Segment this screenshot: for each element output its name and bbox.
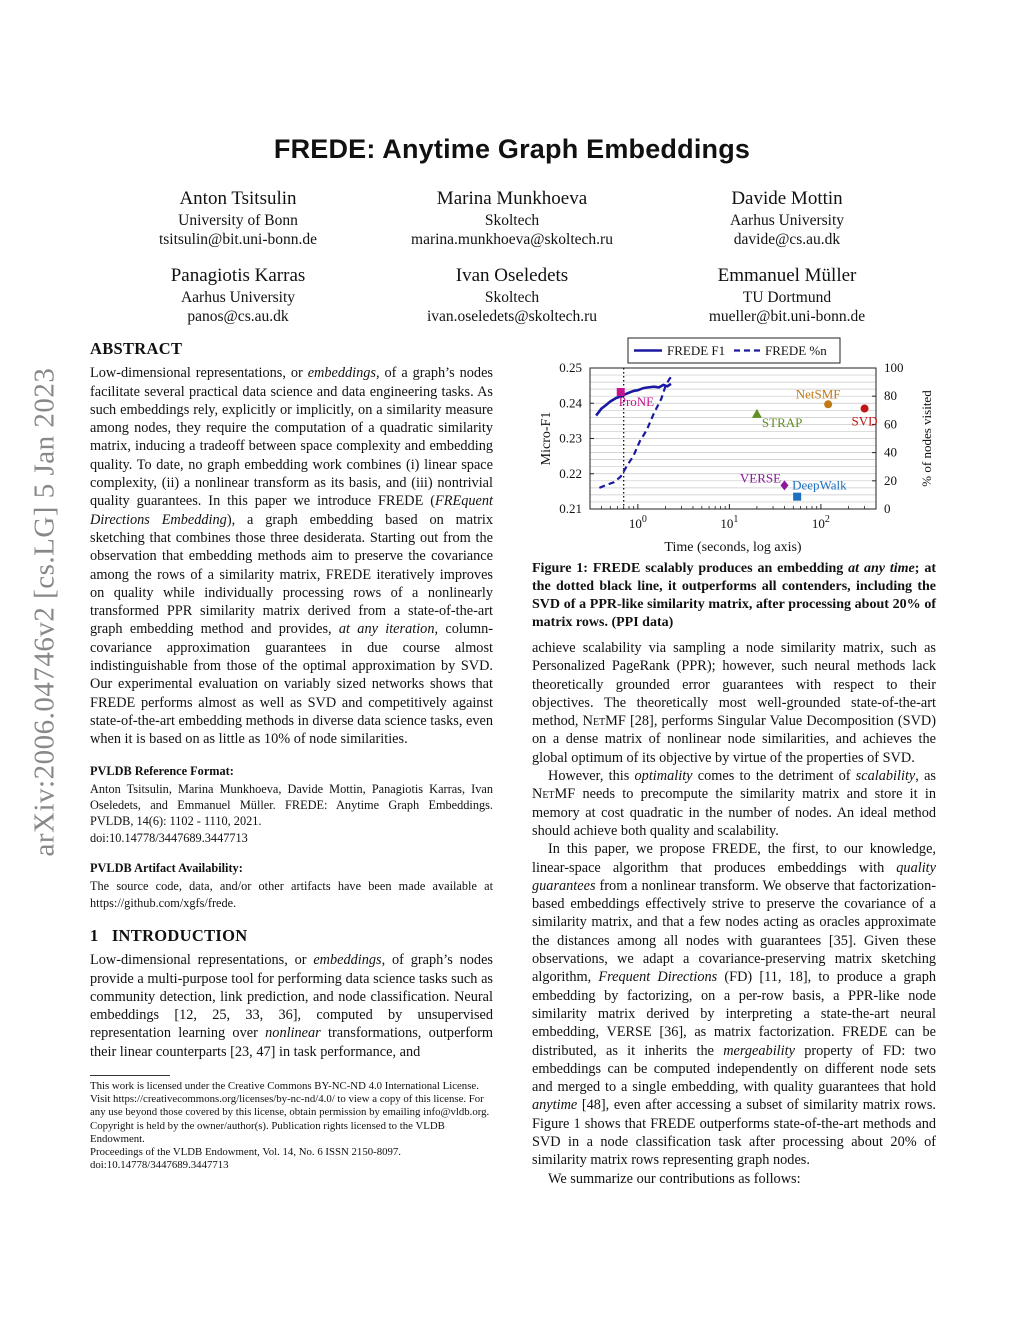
author-email: panos@cs.au.dk	[187, 308, 289, 325]
author-affiliation: Aarhus University	[729, 212, 845, 229]
footnote-proceedings: Proceedings of the VLDB Endowment, Vol. 14, No. 6 ISSN 2150-8097.	[90, 1146, 402, 1159]
reference-format	[90, 763, 493, 846]
y2-tick-label: 40	[884, 444, 897, 460]
arxiv-identifier: arXiv:2006.04746v2 [cs.LG] 5 Jan 2023	[28, 367, 61, 857]
y2-axis-label: % of nodes visited	[919, 390, 934, 487]
y-tick-label: 0.25	[559, 360, 582, 375]
y2-tick-label: 20	[884, 472, 897, 488]
intro-paragraph: Low-dimensional representations, or embeddings, of graph’s nodes provide a multi-purpose tool for performing data science tasks such as community detection, link prediction, and node classification. Neural embeddings [12, 25, 33, 36], computed by unsupervised representation learning over nonlinear transformations, outperform their linear counterparts [23, 47] in task performance, and	[90, 952, 493, 1060]
author-email: davide@cs.au.dk	[733, 231, 841, 248]
author-name: Panagiotis Karras	[170, 265, 306, 286]
author-name: Marina Munkhoeva	[436, 188, 588, 209]
author-affiliation: Aarhus University	[180, 289, 296, 306]
paragraph-4: We summarize our contributions as follows:	[548, 1170, 801, 1187]
paragraph-3: In this paper, we propose FREDE, the first, to our knowledge, linear-space algorithm that produces embeddings with quality guarantees from a nonlinear transform. We observe that factorization-based embeddings effectively strive to preserve the covariance of a similarity matrix, and that a few nodes acting as oracles approximate the distances among all nodes with guarantees [35]. Given these observations, we adapt a covariance-preserving matrix sketching algorithm, Frequent Directions (FD) [11, 18], to produce a graph embedding by factorizing, on a per-row basis, a PPR-like node similarity matrix derived by interpreting a state-the-art neural embedding, VERSE [36], as matrix factorization. FREDE can be distributed, as it inherits the mergeability property of FD: two embeddings can be computed independently on different node sets and merged to a single embedding, with quality guarantees that hold anytime [48], even after accessing a subset of similarity matrix rows. Figure 1 shows that FREDE outperforms state-of-the-art methods and SVD in a node classification task after processing about 20% of similarity matrix rows representing graph nodes.	[532, 841, 936, 1169]
paragraph-2: However, this optimality comes to the detriment of scalability, as NetMF needs to precompute the similarity matrix and store it in memory at cost quadratic in the number of nodes. An ideal method should achieve both quality and scalability.	[532, 768, 936, 839]
author-affiliation: Skoltech	[484, 212, 540, 229]
reference-format-text: Anton Tsitsulin, Marina Munkhoeva, Davide Mottin, Panagiotis Karras, Ivan Oseledets, and Emmanuel Müller. FREDE: Anytime Graph Embeddings. PVLDB, 14(6): 1102 - 1110, 2021.	[90, 781, 493, 829]
y2-tick-label: 100	[884, 360, 904, 375]
reference-doi: doi:10.14778/3447689.3447713	[90, 830, 248, 845]
author-name: Emmanuel Müller	[717, 265, 857, 286]
y2-tick-label: 0	[884, 501, 891, 516]
author-2	[362, 187, 662, 249]
right-column	[532, 639, 936, 1188]
verse-label: VERSE	[739, 470, 782, 486]
author-email: marina.munkhoeva@skoltech.ru	[411, 231, 613, 248]
svd-label: SVD	[851, 413, 878, 429]
author-4	[88, 264, 388, 326]
paper-title: FREDE: Anytime Graph Embeddings	[273, 134, 751, 164]
y-tick-label: 0.24	[559, 395, 582, 411]
prone-label: ProNE	[618, 393, 655, 409]
legend-f1-label: FREDE F1	[667, 343, 726, 358]
author-name: Anton Tsitsulin	[179, 188, 297, 209]
author-1	[88, 187, 388, 249]
author-name: Davide Mottin	[731, 188, 843, 209]
y-tick-label: 0.21	[559, 501, 582, 516]
author-name: Ivan Oseledets	[455, 265, 569, 286]
strap-label: STRAP	[761, 414, 803, 430]
netsmf-marker	[824, 400, 832, 408]
netsmf-label: NetSMF	[795, 386, 841, 402]
artifact-availability	[90, 860, 493, 911]
paragraph-1: achieve scalability via sampling a node similarity matrix, such as Personalized PageRank (PPR); however, such neural methods lack theoretically grounded error guarantees with respect to their objectives. The theoretically most well-grounded state-of-the-art method, NetMF [28], performs Singular Value Decomposition (SVD) on a dense matrix of nonlinear node similarities, and achieves the global optimum of its objective by virtue of the properties of SVD.	[532, 640, 936, 766]
author-affiliation: TU Dortmund	[742, 289, 832, 306]
y2-tick-label: 60	[884, 416, 897, 432]
artifact-text: The source code, data, and/or other artifacts have been made available at https://github.com/xgfs/frede.	[90, 879, 493, 910]
x-tick-label: $10^1$	[720, 514, 739, 531]
author-email: ivan.oseledets@skoltech.ru	[426, 308, 598, 325]
author-6	[637, 264, 937, 326]
footnote-rule	[90, 1075, 170, 1076]
abstract-text: Low-dimensional representations, or embeddings, of a graph’s nodes facilitate several practical data science and data engineering tasks. As such embeddings rely, explicitly or implicitly, on a similarity measure among nodes, they require the computation of a quadratic similarity matrix, inducing a tradeoff between space complexity and embedding quality. To date, no graph embedding work combines (i) linear space complexity, (ii) a nonlinear transform as its basis, and (iii) nontrivial quality guarantees. In this paper we introduce FREDE (FREquent Directions Embedding), a graph embedding based on matrix sketching that combines those three desiderata. Starting out from the observation that embedding methods aim to preserve the covariance among the rows of a similarity matrix, FREDE iteratively improves on quality while individually processing rows of a nonlinearly transformed PPR similarity matrix derived from a state-of-the-art graph embedding method and provides, at any iteration, column-covariance approximation guarantees in due course almost indistinguishable from those of the optimal approximation by SVD. Our experimental evaluation on variably sized networks shows that FREDE performs almost as well as SVD and competitively against state-of-the-art embedding methods in diverse data science tasks, even when it is based on as little as 10% of node similarities.	[90, 365, 493, 748]
y-tick-label: 0.22	[559, 465, 582, 481]
x-tick-label: $10^0$	[628, 514, 647, 531]
verse-marker	[780, 480, 788, 490]
footnote-doi: doi:10.14778/3447689.3447713	[90, 1159, 229, 1172]
author-affiliation: Skoltech	[484, 289, 540, 306]
left-column	[90, 340, 493, 1061]
reference-format-heading: PVLDB Reference Format:	[90, 763, 234, 778]
footnote-license: This work is licensed under the Creative Commons BY-NC-ND 4.0 International License. Visit https://creativecommons.org/licenses/by-nc-nd/4.0/ to view a copy of this license. For any use beyond those covered by this license, obtain permission by emailing info@vldb.org. Copyright is held by the owner/author(s). Publication rights licensed to the VLDB Endowment.	[90, 1080, 490, 1145]
author-email: tsitsulin@bit.uni-bonn.de	[158, 231, 318, 248]
y2-tick-label: 80	[884, 388, 897, 404]
intro-heading: 1 INTRODUCTION	[90, 925, 248, 945]
author-3	[637, 187, 937, 249]
footnote	[90, 1080, 493, 1172]
abstract-heading: ABSTRACT	[90, 339, 183, 358]
author-affiliation: University of Bonn	[178, 212, 298, 229]
figure-1-caption: Figure 1: FREDE scalably produces an embedding at any time; at the dotted black line, it outperforms all contenders, including the SVD of a PPR-like similarity matrix, after processing about 20% of matrix rows. (PPI data)	[532, 561, 936, 630]
svd-marker	[861, 405, 869, 413]
author-email: mueller@bit.uni-bonn.de	[708, 308, 866, 325]
y-axis-label: Micro-F1	[539, 411, 554, 466]
legend-nodes-label: FREDE %n	[765, 343, 827, 358]
deepwalk-marker	[793, 493, 801, 501]
x-tick-label: $10^2$	[811, 514, 830, 531]
y-tick-label: 0.23	[559, 430, 582, 446]
figure-1-chart	[528, 333, 936, 555]
artifact-heading: PVLDB Artifact Availability:	[90, 861, 243, 876]
x-axis-label: Time (seconds, log axis)	[664, 540, 802, 555]
deepwalk-label: DeepWalk	[792, 477, 847, 493]
author-5	[362, 264, 662, 326]
